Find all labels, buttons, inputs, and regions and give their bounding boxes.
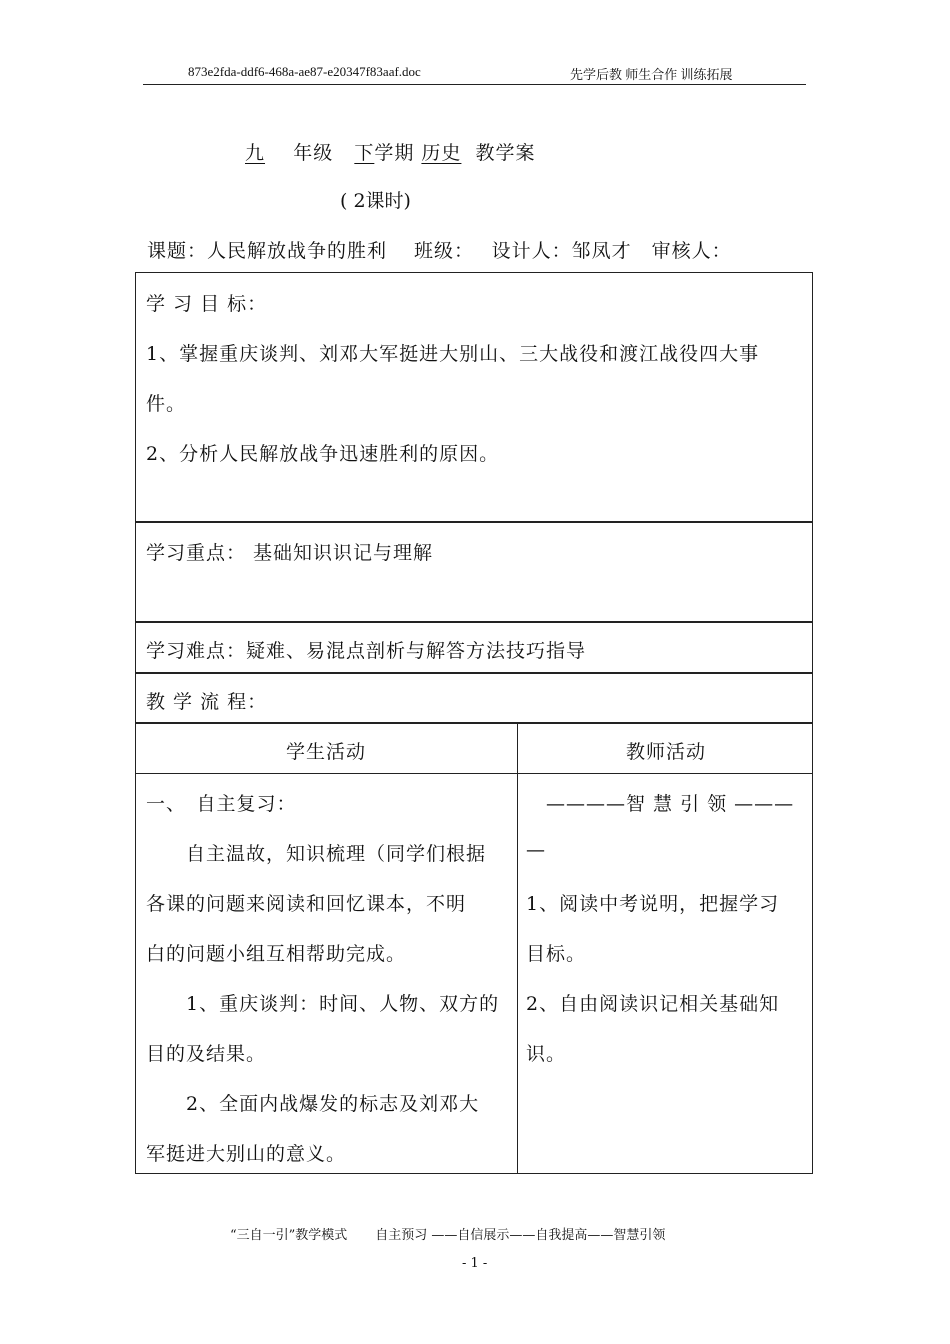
student-line-1: 一、 自主复习： bbox=[146, 793, 297, 815]
key-point-box bbox=[135, 521, 813, 623]
teacher-line-6: 识。 bbox=[526, 1043, 567, 1065]
header-divider bbox=[136, 773, 812, 774]
student-line-2: 自主温故，知识梳理（同学们根据 bbox=[146, 843, 487, 865]
process-heading: 教 学 流 程： bbox=[146, 691, 268, 713]
process-box bbox=[135, 672, 813, 724]
title-subject: 历史 bbox=[421, 142, 462, 164]
student-line-5: 1、重庆谈判：时间、人物、双方的 bbox=[146, 993, 500, 1015]
student-line-7: 2、全面内战爆发的标志及刘邓大 bbox=[146, 1093, 480, 1115]
footer-steps: 自主预习 ——自信展示——自我提高——智慧引领 bbox=[375, 1228, 666, 1243]
goals-line-3: 2、分析人民解放战争迅速胜利的原因。 bbox=[146, 443, 500, 465]
teacher-column-head: 教师活动 bbox=[626, 741, 707, 763]
page-number: - 1 - bbox=[462, 1256, 488, 1271]
difficulty-text: 学习难点：疑难、易混点剖析与解答方法技巧指导 bbox=[146, 640, 587, 662]
title-grade: 九 bbox=[245, 142, 266, 164]
column-divider bbox=[517, 723, 518, 1173]
header-filename: 873e2fda-ddf6-468a-ae87-e20347f83aaf.doc bbox=[188, 64, 421, 79]
goals-line-2: 件。 bbox=[146, 393, 187, 415]
goals-line-1: 1、掌握重庆谈判、刘邓大军挺进大别山、三大战役和渡江战役四大事 bbox=[146, 343, 760, 365]
student-line-6: 目的及结果。 bbox=[146, 1043, 267, 1065]
key-point-text: 学习重点： 基础知识识记与理解 bbox=[146, 542, 434, 564]
page-subtitle: ( 2课时) bbox=[340, 190, 411, 212]
title-grade-suffix: 年级 bbox=[293, 142, 334, 164]
student-line-3: 各课的问题来阅读和回忆课本，不明 bbox=[146, 893, 467, 915]
footer bbox=[230, 1224, 665, 1243]
lesson-meta: 课题：人民解放战争的胜利 班级： 设计人：邹凤才 审核人： bbox=[147, 240, 732, 262]
teacher-line-5: 2、自由阅读识记相关基础知 bbox=[526, 993, 780, 1015]
title-term: 下 bbox=[354, 142, 375, 164]
goals-heading: 学 习 目 标： bbox=[146, 293, 268, 315]
goals-box bbox=[135, 272, 813, 523]
teacher-line-2: — bbox=[526, 839, 546, 861]
header-motto: 先学后教 师生合作 训练拓展 bbox=[570, 67, 733, 82]
title-suffix: 教学案 bbox=[475, 142, 536, 164]
student-line-4: 白的问题小组互相帮助完成。 bbox=[146, 943, 407, 965]
teacher-line-1: ————智 慧 引 领 ——— bbox=[526, 793, 795, 815]
activity-table bbox=[135, 722, 813, 1174]
header-rule bbox=[143, 84, 806, 85]
difficulty-box bbox=[135, 621, 813, 674]
student-column-head: 学生活动 bbox=[286, 741, 367, 763]
page-title bbox=[245, 138, 536, 165]
title-term-suffix: 学期 bbox=[374, 142, 415, 164]
teacher-line-3: 1、阅读中考说明，把握学习 bbox=[526, 893, 780, 915]
teacher-line-4: 目标。 bbox=[526, 943, 587, 965]
student-line-8: 军挺进大别山的意义。 bbox=[146, 1143, 347, 1165]
footer-mode: “三自一引”教学模式 bbox=[230, 1228, 348, 1243]
